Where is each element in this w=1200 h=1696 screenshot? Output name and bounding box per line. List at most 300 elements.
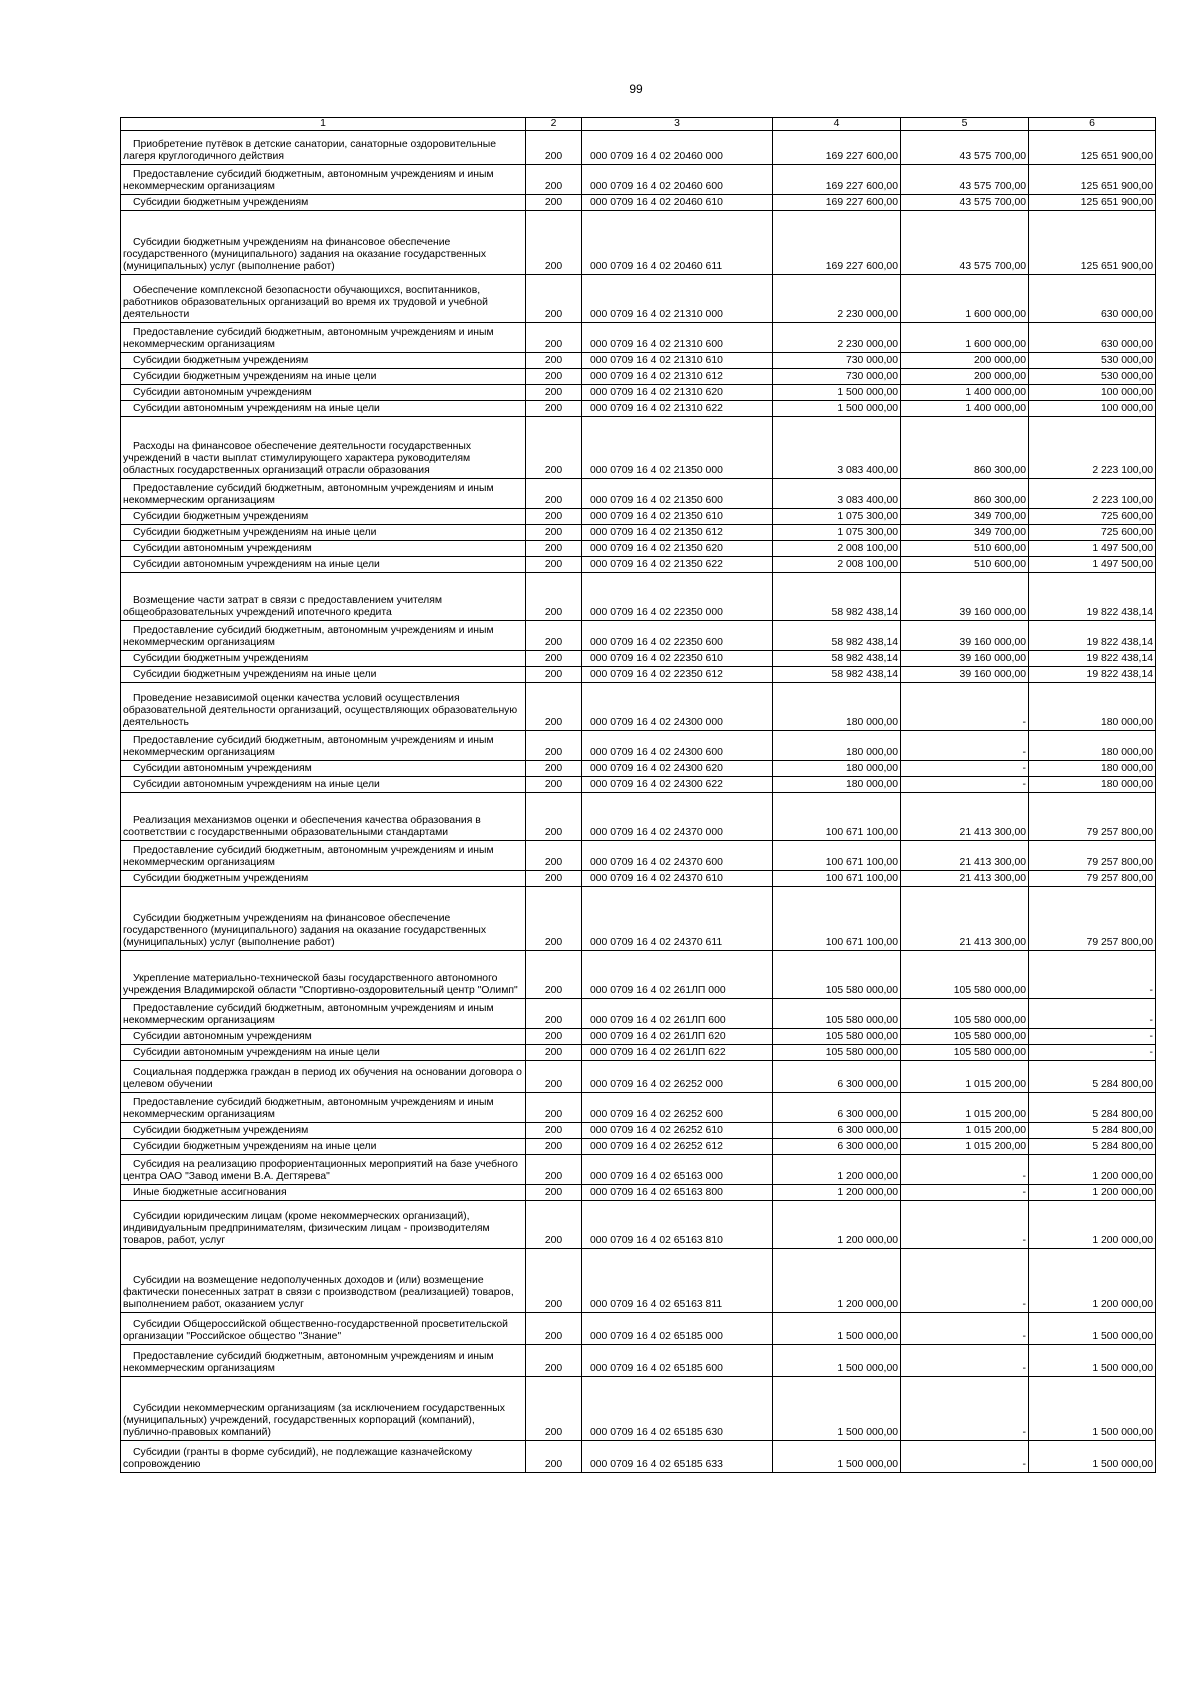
table-row [121,1377,1156,1441]
cell-name: Расходы на финансовое обеспечение деятельности государственных учреждений в части выплат стимулирующего характера руководителям областных государственных организаций отрасли образования [121,417,526,479]
cell-col5-value: 21 413 300,00 [901,793,1029,841]
cell-col6-value: 630 000,00 [1029,323,1156,353]
cell-col6-value: 180 000,00 [1029,761,1156,777]
cell-budget-code: 000 0709 16 4 02 21310 620 [582,385,773,401]
cell-admin-code: 200 [526,999,582,1029]
cell-col5-value: 860 300,00 [901,417,1029,479]
cell-col5-value: 1 600 000,00 [901,323,1029,353]
cell-col6-value: 79 257 800,00 [1029,841,1156,871]
cell-col4-value: 6 300 000,00 [773,1139,901,1155]
cell-budget-code: 000 0709 16 4 02 20460 610 [582,195,773,211]
cell-col5-value: 200 000,00 [901,369,1029,385]
table-row [121,509,1156,525]
cell-col6-value: 79 257 800,00 [1029,871,1156,887]
cell-budget-code: 000 0709 16 4 02 24370 610 [582,871,773,887]
cell-budget-code: 000 0709 16 4 02 65163 000 [582,1155,773,1185]
cell-admin-code: 200 [526,1155,582,1185]
cell-col5-value: 39 160 000,00 [901,621,1029,651]
cell-admin-code: 200 [526,1139,582,1155]
budget-table [120,117,1156,1473]
col-header-6: 6 [1029,118,1156,131]
table-row [121,131,1156,165]
cell-name: Субсидии бюджетным учреждениям на иные цели [121,1139,526,1155]
table-row [121,871,1156,887]
cell-name: Субсидии бюджетным учреждениям [121,509,526,525]
cell-name: Реализация механизмов оценки и обеспечения качества образования в соответствии с государственными образовательными стандартами [121,793,526,841]
col-header-5: 5 [901,118,1029,131]
cell-col6-value: 5 284 800,00 [1029,1093,1156,1123]
cell-col5-value: 1 400 000,00 [901,401,1029,417]
col-header-3: 3 [582,118,773,131]
cell-admin-code: 200 [526,841,582,871]
cell-col5-value: 1 015 200,00 [901,1123,1029,1139]
cell-col5-value: - [901,1313,1029,1345]
cell-name: Социальная поддержка граждан в период их обучения на основании договора о целевом обучении [121,1061,526,1093]
table-row [121,761,1156,777]
cell-col6-value: 125 651 900,00 [1029,131,1156,165]
cell-col6-value: - [1029,951,1156,999]
cell-name: Субсидии юридическим лицам (кроме некоммерческих организаций), индивидуальным предпринимателям, физическим лицам - производителям товаров, работ, услуг [121,1201,526,1249]
cell-col6-value: 2 223 100,00 [1029,479,1156,509]
cell-col6-value: 19 822 438,14 [1029,573,1156,621]
cell-admin-code: 200 [526,1061,582,1093]
table-row [121,1123,1156,1139]
cell-budget-code: 000 0709 16 4 02 21350 610 [582,509,773,525]
cell-budget-code: 000 0709 16 4 02 24370 611 [582,887,773,951]
cell-budget-code: 000 0709 16 4 02 261ЛП 000 [582,951,773,999]
cell-budget-code: 000 0709 16 4 02 21350 612 [582,525,773,541]
cell-name: Проведение независимой оценки качества условий осуществления образовательной деятельности организаций, осуществляющих образовательную деятельность [121,683,526,731]
cell-admin-code: 200 [526,1249,582,1313]
cell-admin-code: 200 [526,1441,582,1473]
cell-name: Предоставление субсидий бюджетным, автономным учреждениям и иным некоммерческим организациям [121,999,526,1029]
cell-admin-code: 200 [526,195,582,211]
col-header-4: 4 [773,118,901,131]
cell-col4-value: 180 000,00 [773,761,901,777]
cell-col4-value: 100 671 100,00 [773,793,901,841]
cell-name: Обеспечение комплексной безопасности обучающихся, воспитанников, работников образовательных организаций во время их трудовой и учебной деятельности [121,275,526,323]
cell-col5-value: 105 580 000,00 [901,1029,1029,1045]
table-row [121,1093,1156,1123]
cell-budget-code: 000 0709 16 4 02 65185 600 [582,1345,773,1377]
cell-name: Субсидии автономным учреждениям [121,541,526,557]
cell-budget-code: 000 0709 16 4 02 65185 000 [582,1313,773,1345]
cell-col4-value: 180 000,00 [773,777,901,793]
cell-name: Субсидии автономным учреждениям на иные цели [121,401,526,417]
cell-col4-value: 105 580 000,00 [773,1045,901,1061]
cell-budget-code: 000 0709 16 4 02 20460 600 [582,165,773,195]
cell-col6-value: 125 651 900,00 [1029,195,1156,211]
cell-col4-value: 1 500 000,00 [773,1441,901,1473]
cell-budget-code: 000 0709 16 4 02 21350 622 [582,557,773,573]
cell-admin-code: 200 [526,1185,582,1201]
cell-budget-code: 000 0709 16 4 02 65163 811 [582,1249,773,1313]
cell-col4-value: 730 000,00 [773,353,901,369]
table-row [121,1313,1156,1345]
cell-admin-code: 200 [526,131,582,165]
cell-admin-code: 200 [526,385,582,401]
cell-col5-value: 43 575 700,00 [901,131,1029,165]
cell-col4-value: 1 500 000,00 [773,1345,901,1377]
cell-col6-value: - [1029,999,1156,1029]
col-header-1: 1 [121,118,526,131]
cell-budget-code: 000 0709 16 4 02 21310 622 [582,401,773,417]
cell-col5-value: - [901,761,1029,777]
cell-col5-value: 510 600,00 [901,541,1029,557]
cell-col5-value: - [901,1345,1029,1377]
cell-col5-value: 21 413 300,00 [901,841,1029,871]
cell-name: Приобретение путёвок в детские санатории, санаторные оздоровительные лагеря круглогодичного действия [121,131,526,165]
cell-name: Субсидии бюджетным учреждениям [121,1123,526,1139]
cell-col5-value: 1 015 200,00 [901,1139,1029,1155]
table-row [121,1345,1156,1377]
cell-admin-code: 200 [526,887,582,951]
cell-col4-value: 2 230 000,00 [773,323,901,353]
cell-budget-code: 000 0709 16 4 02 24300 620 [582,761,773,777]
cell-col4-value: 6 300 000,00 [773,1123,901,1139]
table-row [121,841,1156,871]
table-row [121,479,1156,509]
cell-col4-value: 1 500 000,00 [773,385,901,401]
cell-admin-code: 200 [526,353,582,369]
cell-admin-code: 200 [526,509,582,525]
cell-col4-value: 58 982 438,14 [773,621,901,651]
cell-col5-value: 43 575 700,00 [901,165,1029,195]
cell-admin-code: 200 [526,417,582,479]
table-row [121,621,1156,651]
cell-col6-value: 125 651 900,00 [1029,211,1156,275]
cell-col5-value: 105 580 000,00 [901,951,1029,999]
cell-budget-code: 000 0709 16 4 02 24300 000 [582,683,773,731]
cell-col4-value: 2 008 100,00 [773,557,901,573]
cell-col4-value: 1 500 000,00 [773,1377,901,1441]
cell-col4-value: 1 500 000,00 [773,401,901,417]
table-row [121,211,1156,275]
cell-col4-value: 105 580 000,00 [773,999,901,1029]
cell-name: Предоставление субсидий бюджетным, автономным учреждениям и иным некоммерческим организациям [121,165,526,195]
cell-name: Иные бюджетные ассигнования [121,1185,526,1201]
cell-col4-value: 169 227 600,00 [773,131,901,165]
cell-name: Субсидии бюджетным учреждениям [121,871,526,887]
cell-name: Предоставление субсидий бюджетным, автономным учреждениям и иным некоммерческим организациям [121,1093,526,1123]
cell-name: Субсидии бюджетным учреждениям на иные цели [121,525,526,541]
table-row [121,1185,1156,1201]
cell-col4-value: 730 000,00 [773,369,901,385]
cell-col4-value: 3 083 400,00 [773,417,901,479]
cell-budget-code: 000 0709 16 4 02 26252 610 [582,1123,773,1139]
cell-name: Предоставление субсидий бюджетным, автономным учреждениям и иным некоммерческим организациям [121,479,526,509]
cell-col6-value: 79 257 800,00 [1029,887,1156,951]
cell-col5-value: - [901,1185,1029,1201]
cell-admin-code: 200 [526,683,582,731]
cell-budget-code: 000 0709 16 4 02 65163 800 [582,1185,773,1201]
table-row [121,323,1156,353]
table-row [121,557,1156,573]
cell-col6-value: 1 200 000,00 [1029,1155,1156,1185]
table-row [121,731,1156,761]
cell-admin-code: 200 [526,793,582,841]
cell-col4-value: 100 671 100,00 [773,871,901,887]
cell-admin-code: 200 [526,951,582,999]
cell-budget-code: 000 0709 16 4 02 65185 630 [582,1377,773,1441]
cell-budget-code: 000 0709 16 4 02 261ЛП 600 [582,999,773,1029]
cell-admin-code: 200 [526,1123,582,1139]
cell-admin-code: 200 [526,479,582,509]
cell-admin-code: 200 [526,1093,582,1123]
cell-col4-value: 180 000,00 [773,731,901,761]
cell-budget-code: 000 0709 16 4 02 261ЛП 620 [582,1029,773,1045]
table-row [121,275,1156,323]
cell-col6-value: 79 257 800,00 [1029,793,1156,841]
cell-col4-value: 1 200 000,00 [773,1201,901,1249]
cell-admin-code: 200 [526,323,582,353]
cell-col5-value: 1 015 200,00 [901,1093,1029,1123]
cell-col5-value: - [901,1155,1029,1185]
cell-col5-value: 1 400 000,00 [901,385,1029,401]
cell-col4-value: 100 671 100,00 [773,887,901,951]
cell-col5-value: 43 575 700,00 [901,211,1029,275]
cell-col5-value: 860 300,00 [901,479,1029,509]
table-row [121,793,1156,841]
cell-budget-code: 000 0709 16 4 02 21310 600 [582,323,773,353]
cell-col5-value: 39 160 000,00 [901,651,1029,667]
cell-name: Субсидии автономным учреждениям [121,385,526,401]
cell-col6-value: 180 000,00 [1029,777,1156,793]
cell-col6-value: 530 000,00 [1029,353,1156,369]
cell-name: Предоставление субсидий бюджетным, автономным учреждениям и иным некоммерческим организациям [121,621,526,651]
cell-budget-code: 000 0709 16 4 02 65163 810 [582,1201,773,1249]
cell-col5-value: 349 700,00 [901,525,1029,541]
cell-name: Субсидии бюджетным учреждениям на финансовое обеспечение государственного (муниципального) задания на оказание государственных (муниципальных) услуг (выполнение работ) [121,211,526,275]
cell-name: Субсидии бюджетным учреждениям на иные цели [121,667,526,683]
table-row [121,573,1156,621]
cell-col5-value: 21 413 300,00 [901,871,1029,887]
cell-col6-value: 1 500 000,00 [1029,1377,1156,1441]
cell-budget-code: 000 0709 16 4 02 21350 620 [582,541,773,557]
cell-name: Субсидии автономным учреждениям на иные цели [121,1045,526,1061]
col-header-2: 2 [526,118,582,131]
cell-admin-code: 200 [526,1345,582,1377]
cell-col6-value: 1 200 000,00 [1029,1185,1156,1201]
cell-col4-value: 1 500 000,00 [773,1313,901,1345]
cell-name: Субсидии бюджетным учреждениям на финансовое обеспечение государственного (муниципального) задания на оказание государственных (муниципальных) услуг (выполнение работ) [121,887,526,951]
cell-budget-code: 000 0709 16 4 02 26252 600 [582,1093,773,1123]
cell-admin-code: 200 [526,1377,582,1441]
table-row [121,683,1156,731]
cell-name: Укрепление материально-технической базы государственного автономного учреждения Владимирской области "Спортивно-оздоровительный центр "Олимп" [121,951,526,999]
cell-col4-value: 169 227 600,00 [773,195,901,211]
cell-budget-code: 000 0709 16 4 02 65185 633 [582,1441,773,1473]
cell-budget-code: 000 0709 16 4 02 24300 622 [582,777,773,793]
cell-col5-value: 1 600 000,00 [901,275,1029,323]
cell-col6-value: 19 822 438,14 [1029,667,1156,683]
table-row [121,385,1156,401]
cell-col4-value: 169 227 600,00 [773,211,901,275]
cell-budget-code: 000 0709 16 4 02 26252 612 [582,1139,773,1155]
cell-col6-value: 100 000,00 [1029,401,1156,417]
cell-admin-code: 200 [526,1029,582,1045]
cell-name: Предоставление субсидий бюджетным, автономным учреждениям и иным некоммерческим организациям [121,1345,526,1377]
cell-budget-code: 000 0709 16 4 02 21310 000 [582,275,773,323]
cell-admin-code: 200 [526,651,582,667]
table-row [121,541,1156,557]
cell-col6-value: 1 500 000,00 [1029,1441,1156,1473]
cell-budget-code: 000 0709 16 4 02 22350 612 [582,667,773,683]
cell-col6-value: 180 000,00 [1029,683,1156,731]
cell-col6-value: 1 497 500,00 [1029,541,1156,557]
cell-col5-value: - [901,1249,1029,1313]
cell-name: Субсидии Общероссийской общественно-государственной просветительской организации "Российское общество "Знание" [121,1313,526,1345]
cell-col4-value: 58 982 438,14 [773,651,901,667]
cell-budget-code: 000 0709 16 4 02 21350 600 [582,479,773,509]
table-row [121,951,1156,999]
cell-col5-value: 39 160 000,00 [901,667,1029,683]
table-row [121,353,1156,369]
cell-col5-value: - [901,1201,1029,1249]
cell-admin-code: 200 [526,573,582,621]
cell-col5-value: 39 160 000,00 [901,573,1029,621]
cell-budget-code: 000 0709 16 4 02 261ЛП 622 [582,1045,773,1061]
cell-name: Субсидии бюджетным учреждениям [121,353,526,369]
cell-col6-value: 530 000,00 [1029,369,1156,385]
cell-budget-code: 000 0709 16 4 02 22350 610 [582,651,773,667]
table-row [121,401,1156,417]
cell-col4-value: 1 200 000,00 [773,1249,901,1313]
cell-col6-value: 125 651 900,00 [1029,165,1156,195]
cell-name: Субсидии автономным учреждениям [121,761,526,777]
cell-admin-code: 200 [526,525,582,541]
cell-admin-code: 200 [526,731,582,761]
cell-col5-value: - [901,731,1029,761]
cell-admin-code: 200 [526,369,582,385]
cell-col4-value: 1 075 300,00 [773,525,901,541]
cell-col5-value: - [901,1377,1029,1441]
cell-col6-value: 1 497 500,00 [1029,557,1156,573]
cell-admin-code: 200 [526,621,582,651]
cell-col6-value: 1 500 000,00 [1029,1345,1156,1377]
cell-budget-code: 000 0709 16 4 02 22350 000 [582,573,773,621]
table-row [121,1201,1156,1249]
table-row [121,369,1156,385]
cell-admin-code: 200 [526,777,582,793]
cell-col5-value: 349 700,00 [901,509,1029,525]
cell-col5-value: - [901,777,1029,793]
cell-admin-code: 200 [526,557,582,573]
cell-budget-code: 000 0709 16 4 02 21310 612 [582,369,773,385]
table-row [121,999,1156,1029]
table-row [121,1155,1156,1185]
cell-name: Субсидия на реализацию профориентационных мероприятий на базе учебного центра ОАО "Завод имени В.А. Дегтярева" [121,1155,526,1185]
cell-name: Субсидии бюджетным учреждениям на иные цели [121,369,526,385]
cell-admin-code: 200 [526,761,582,777]
cell-col4-value: 2 230 000,00 [773,275,901,323]
cell-col5-value: 510 600,00 [901,557,1029,573]
cell-col6-value: 19 822 438,14 [1029,651,1156,667]
cell-name: Субсидии бюджетным учреждениям [121,651,526,667]
table-row [121,651,1156,667]
cell-col6-value: 1 200 000,00 [1029,1249,1156,1313]
cell-admin-code: 200 [526,165,582,195]
cell-col5-value: - [901,1441,1029,1473]
table-row [121,1029,1156,1045]
cell-col6-value: 5 284 800,00 [1029,1123,1156,1139]
cell-col5-value: 105 580 000,00 [901,1045,1029,1061]
cell-admin-code: 200 [526,541,582,557]
cell-col4-value: 3 083 400,00 [773,479,901,509]
table-row [121,1441,1156,1473]
cell-col5-value: 200 000,00 [901,353,1029,369]
cell-col6-value: 5 284 800,00 [1029,1139,1156,1155]
cell-admin-code: 200 [526,1045,582,1061]
cell-name: Субсидии бюджетным учреждениям [121,195,526,211]
table-row [121,1045,1156,1061]
cell-admin-code: 200 [526,211,582,275]
cell-admin-code: 200 [526,401,582,417]
table-row [121,195,1156,211]
cell-budget-code: 000 0709 16 4 02 22350 600 [582,621,773,651]
cell-col4-value: 6 300 000,00 [773,1093,901,1123]
cell-col5-value: 21 413 300,00 [901,887,1029,951]
cell-budget-code: 000 0709 16 4 02 26252 000 [582,1061,773,1093]
cell-name: Предоставление субсидий бюджетным, автономным учреждениям и иным некоммерческим организациям [121,841,526,871]
cell-col5-value: 105 580 000,00 [901,999,1029,1029]
cell-admin-code: 200 [526,275,582,323]
cell-col4-value: 58 982 438,14 [773,667,901,683]
cell-col6-value: 725 600,00 [1029,509,1156,525]
table-body [121,131,1156,1473]
cell-name: Предоставление субсидий бюджетным, автономным учреждениям и иным некоммерческим организациям [121,731,526,761]
cell-col5-value: 43 575 700,00 [901,195,1029,211]
cell-col6-value: 100 000,00 [1029,385,1156,401]
table-row [121,887,1156,951]
cell-col4-value: 1 200 000,00 [773,1185,901,1201]
cell-admin-code: 200 [526,1201,582,1249]
table-row [121,777,1156,793]
table-row [121,417,1156,479]
cell-col4-value: 58 982 438,14 [773,573,901,621]
cell-col5-value: 1 015 200,00 [901,1061,1029,1093]
cell-col6-value: 2 223 100,00 [1029,417,1156,479]
cell-name: Субсидии (гранты в форме субсидий), не подлежащие казначейскому сопровождению [121,1441,526,1473]
cell-budget-code: 000 0709 16 4 02 21310 610 [582,353,773,369]
cell-col4-value: 169 227 600,00 [773,165,901,195]
cell-name: Субсидии автономным учреждениям [121,1029,526,1045]
cell-col4-value: 180 000,00 [773,683,901,731]
page-number: 99 [629,82,643,96]
cell-budget-code: 000 0709 16 4 02 21350 000 [582,417,773,479]
cell-name: Субсидии автономным учреждениям на иные цели [121,557,526,573]
table-row [121,1139,1156,1155]
header-row [121,118,1156,131]
cell-col4-value: 1 075 300,00 [773,509,901,525]
cell-col6-value: 630 000,00 [1029,275,1156,323]
cell-col6-value: 1 500 000,00 [1029,1313,1156,1345]
cell-admin-code: 200 [526,1313,582,1345]
cell-col4-value: 100 671 100,00 [773,841,901,871]
cell-budget-code: 000 0709 16 4 02 20460 000 [582,131,773,165]
cell-col4-value: 2 008 100,00 [773,541,901,557]
cell-col5-value: - [901,683,1029,731]
cell-col4-value: 105 580 000,00 [773,951,901,999]
cell-name: Субсидии на возмещение недополученных доходов и (или) возмещение фактически понесенных затрат в связи с производством (реализацией) товаров, выполнением работ, оказанием услуг [121,1249,526,1313]
cell-name: Субсидии некоммерческим организациям (за исключением государственных (муниципальных) учреждений, государственных корпораций (компаний), публично-правовых компаний) [121,1377,526,1441]
cell-budget-code: 000 0709 16 4 02 20460 611 [582,211,773,275]
table-row [121,667,1156,683]
cell-col6-value: 725 600,00 [1029,525,1156,541]
cell-col6-value: 19 822 438,14 [1029,621,1156,651]
cell-admin-code: 200 [526,871,582,887]
cell-col6-value: - [1029,1045,1156,1061]
